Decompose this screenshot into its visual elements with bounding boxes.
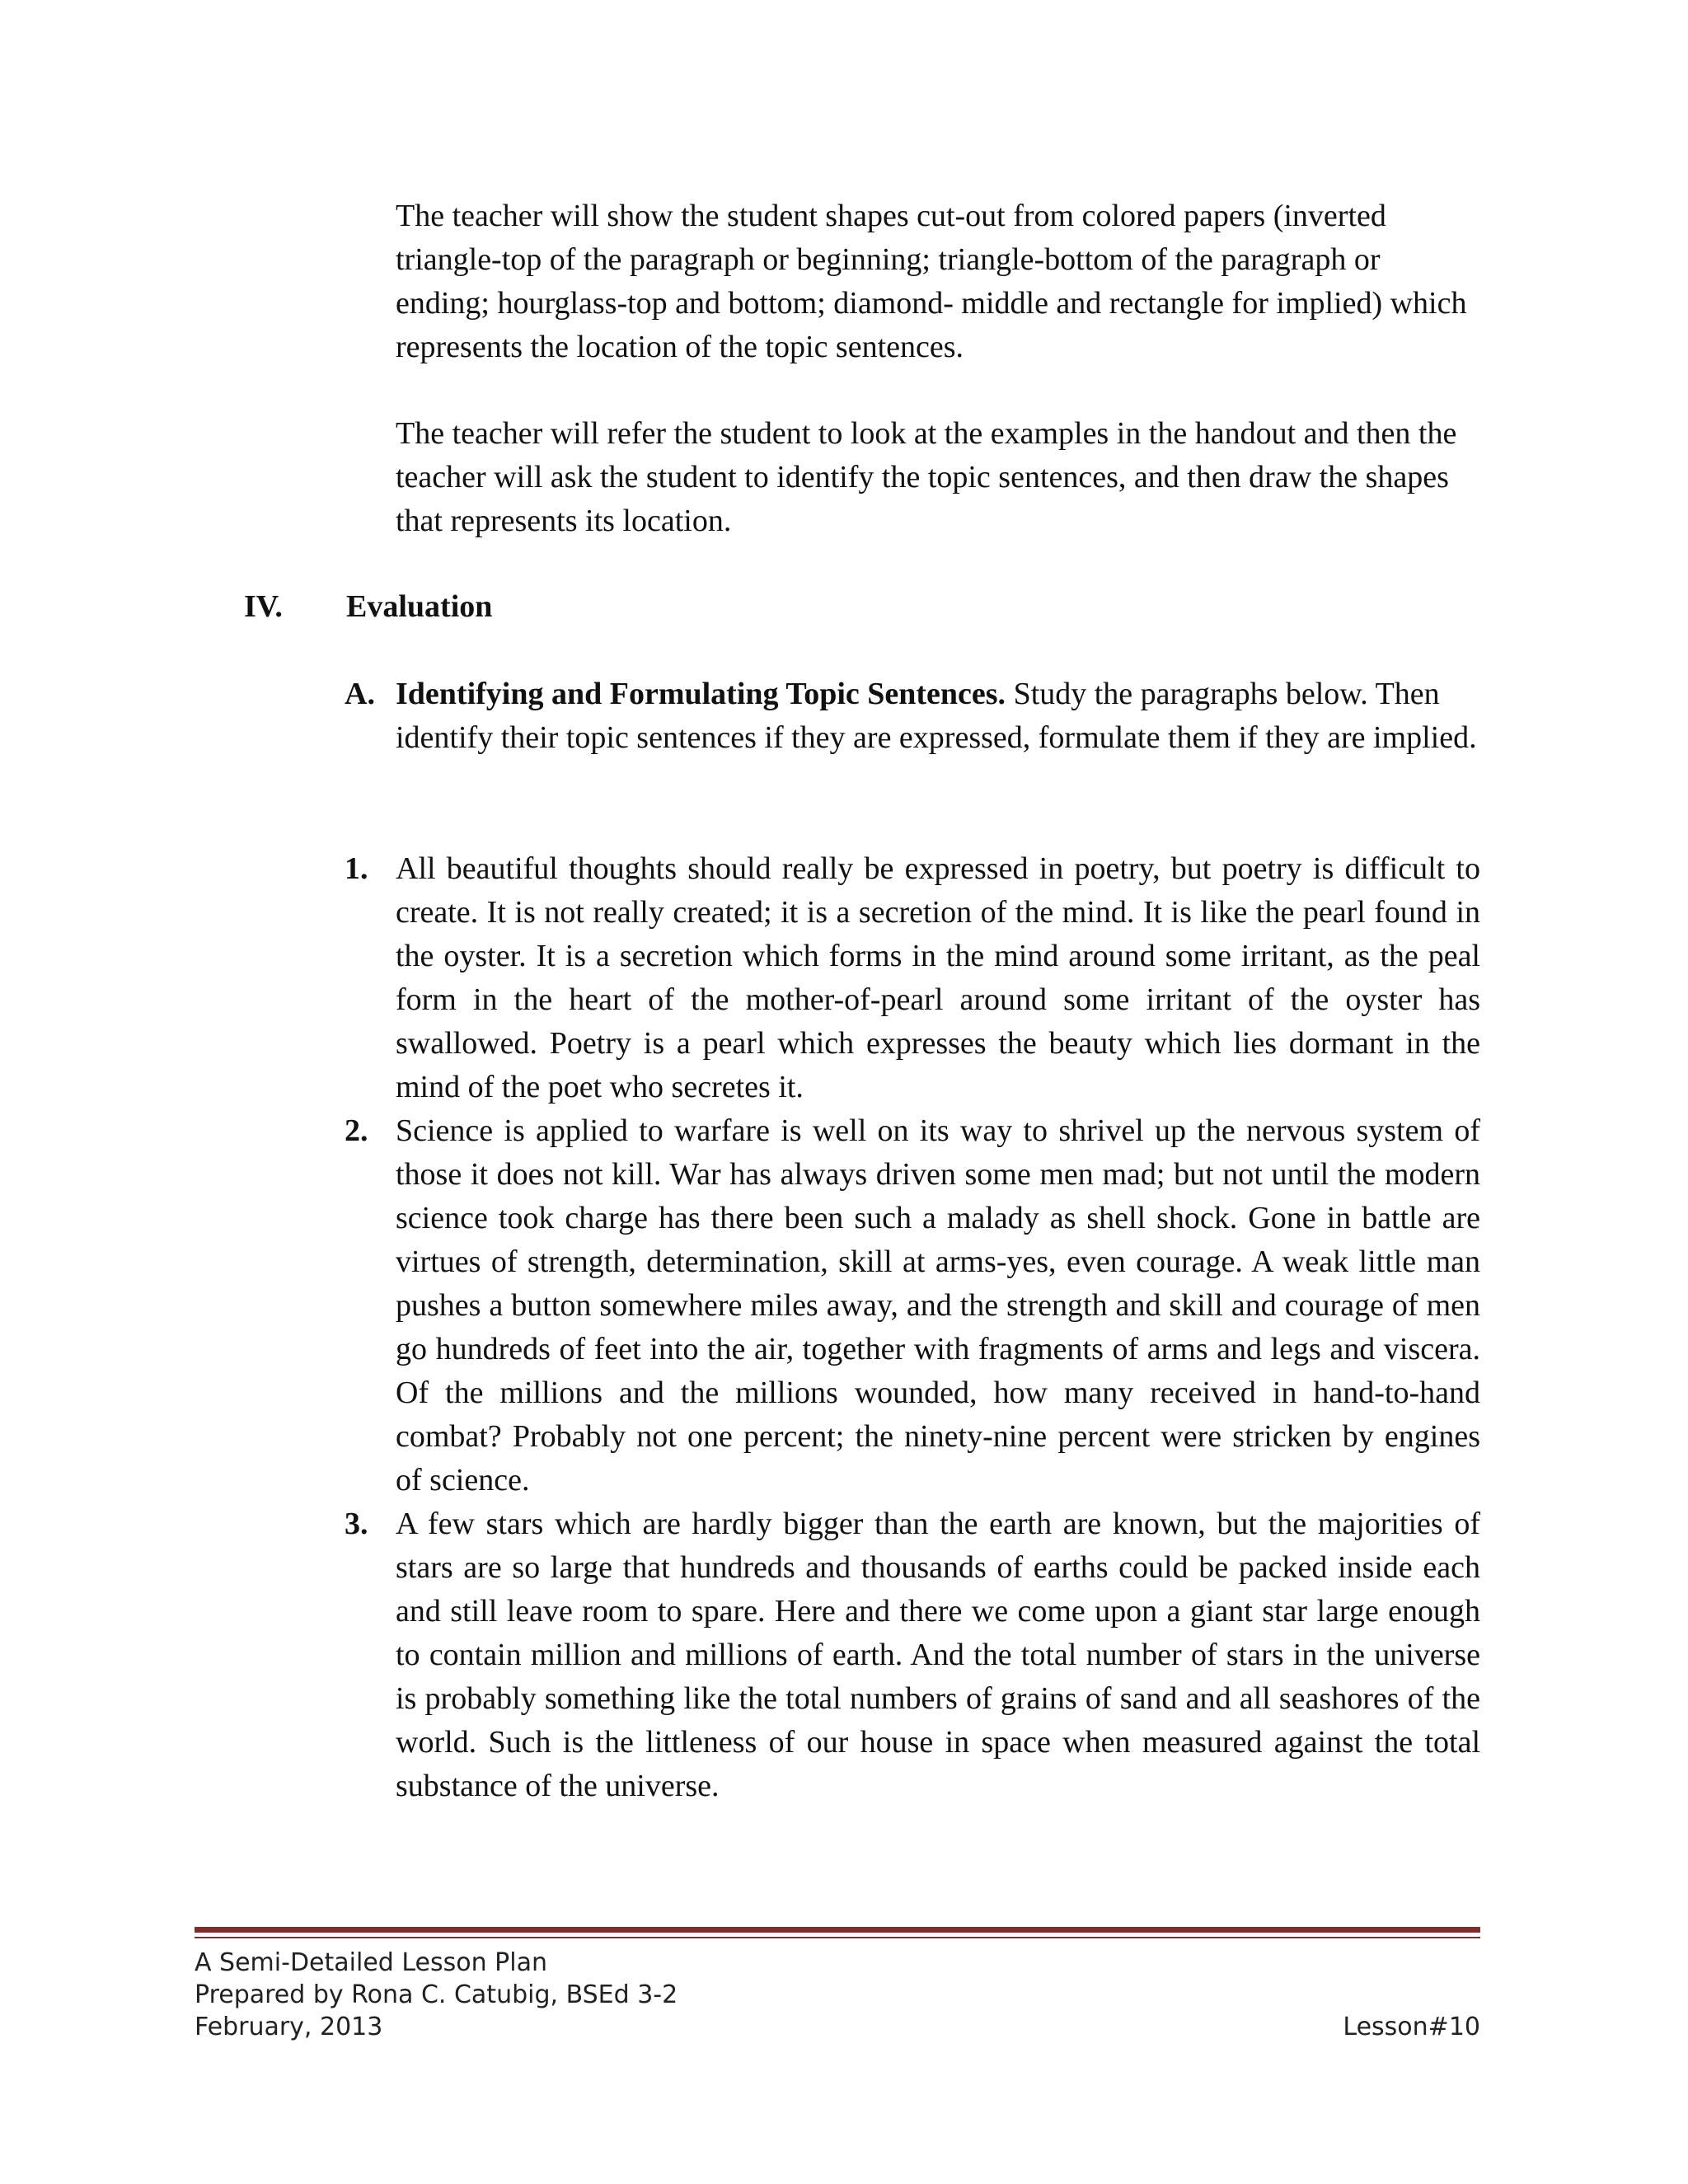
footer-author: Prepared by Rona C. Catubig, BSEd 3-2: [195, 1980, 678, 2009]
footer-date: February, 2013: [195, 2013, 383, 2041]
item-number: 2.: [345, 1113, 368, 1148]
footer: [195, 1947, 1480, 2043]
item-text: Science is applied to warfare is well on its way to shrivel up the nervous system of those it does not kill. War has always driven some men mad; but not until the modern science took charge has there been such a malady as shell shock. Gone in battle are virtues of strength, determination, skill at arms-yes, even courage. A weak little man pushes a button somewhere miles away, and the strength and skill and courage of men go hundreds of feet into the air, together with fragments of arms and legs and viscera. Of the millions and the millions wounded, how many received in hand-to-hand combat? Probably not one percent; the ninety-nine percent were stricken by engines of science.: [396, 1113, 1480, 1497]
intro-paragraph-1: The teacher will show the student shapes cut-out from colored papers (inverted triangle-top of the paragraph or beginning; triangle-bottom of the paragraph or ending; hourglass-top and bottom; diamond- middle and rectangle for implied) which represents the location of the topic sentences.: [396, 199, 1467, 364]
footer-rule-thin: [195, 1937, 1480, 1938]
list-item: [345, 1109, 1480, 1502]
part-a-content: [396, 673, 1480, 760]
list-item: [345, 847, 1480, 1109]
item-number: 3.: [345, 1507, 368, 1541]
footer-rule: [195, 1927, 1480, 1933]
item-text: All beautiful thoughts should really be expressed in poetry, but poetry is difficult to create. It is not really created; it is a secretion of the mind. It is like the pearl found in the oyster. It is a secretion which forms in the mind around some irritant, as the peal form in the heart of the mother-of-pearl around some irritant of the oyster has swallowed. Poetry is a pearl which expresses the beauty which lies dormant in the mind of the poet who secretes it.: [396, 851, 1480, 1104]
part-a-label: A.: [345, 677, 375, 711]
footer-title: A Semi-Detailed Lesson Plan: [195, 1948, 547, 1977]
part-a-lead: Identifying and Formulating Topic Sentences.: [396, 677, 1006, 711]
paragraph-list: [345, 847, 1480, 1808]
intro-paragraph-2: The teacher will refer the student to look at the examples in the handout and then the teacher will ask the student to identify the topic sentences, and then draw the shapes that represents its location.: [396, 416, 1457, 538]
item-text: A few stars which are hardly bigger than the earth are known, but the majorities of stars are so large that hundreds and thousands of earths could be packed inside each and still leave room to spare. Here and there we come upon a giant star large enough to contain million and millions of earth. And the total number of stars in the universe is probably something like the total numbers of grains of sand and all seashores of the world. Such is the littleness of our house in space when measured against the total substance of the universe.: [396, 1507, 1480, 1803]
section-title: Evaluation: [346, 589, 493, 624]
footer-lesson-number: Lesson#10: [1343, 2013, 1480, 2041]
list-item: [345, 1502, 1480, 1808]
part-a-instructions: [345, 673, 1480, 760]
item-number: 1.: [345, 851, 368, 886]
part-a-instruction: Study the paragraphs below. Then identify their topic sentences if they are expressed, formulate them if they are implied.: [396, 677, 1477, 755]
section-number: IV.: [244, 589, 283, 624]
